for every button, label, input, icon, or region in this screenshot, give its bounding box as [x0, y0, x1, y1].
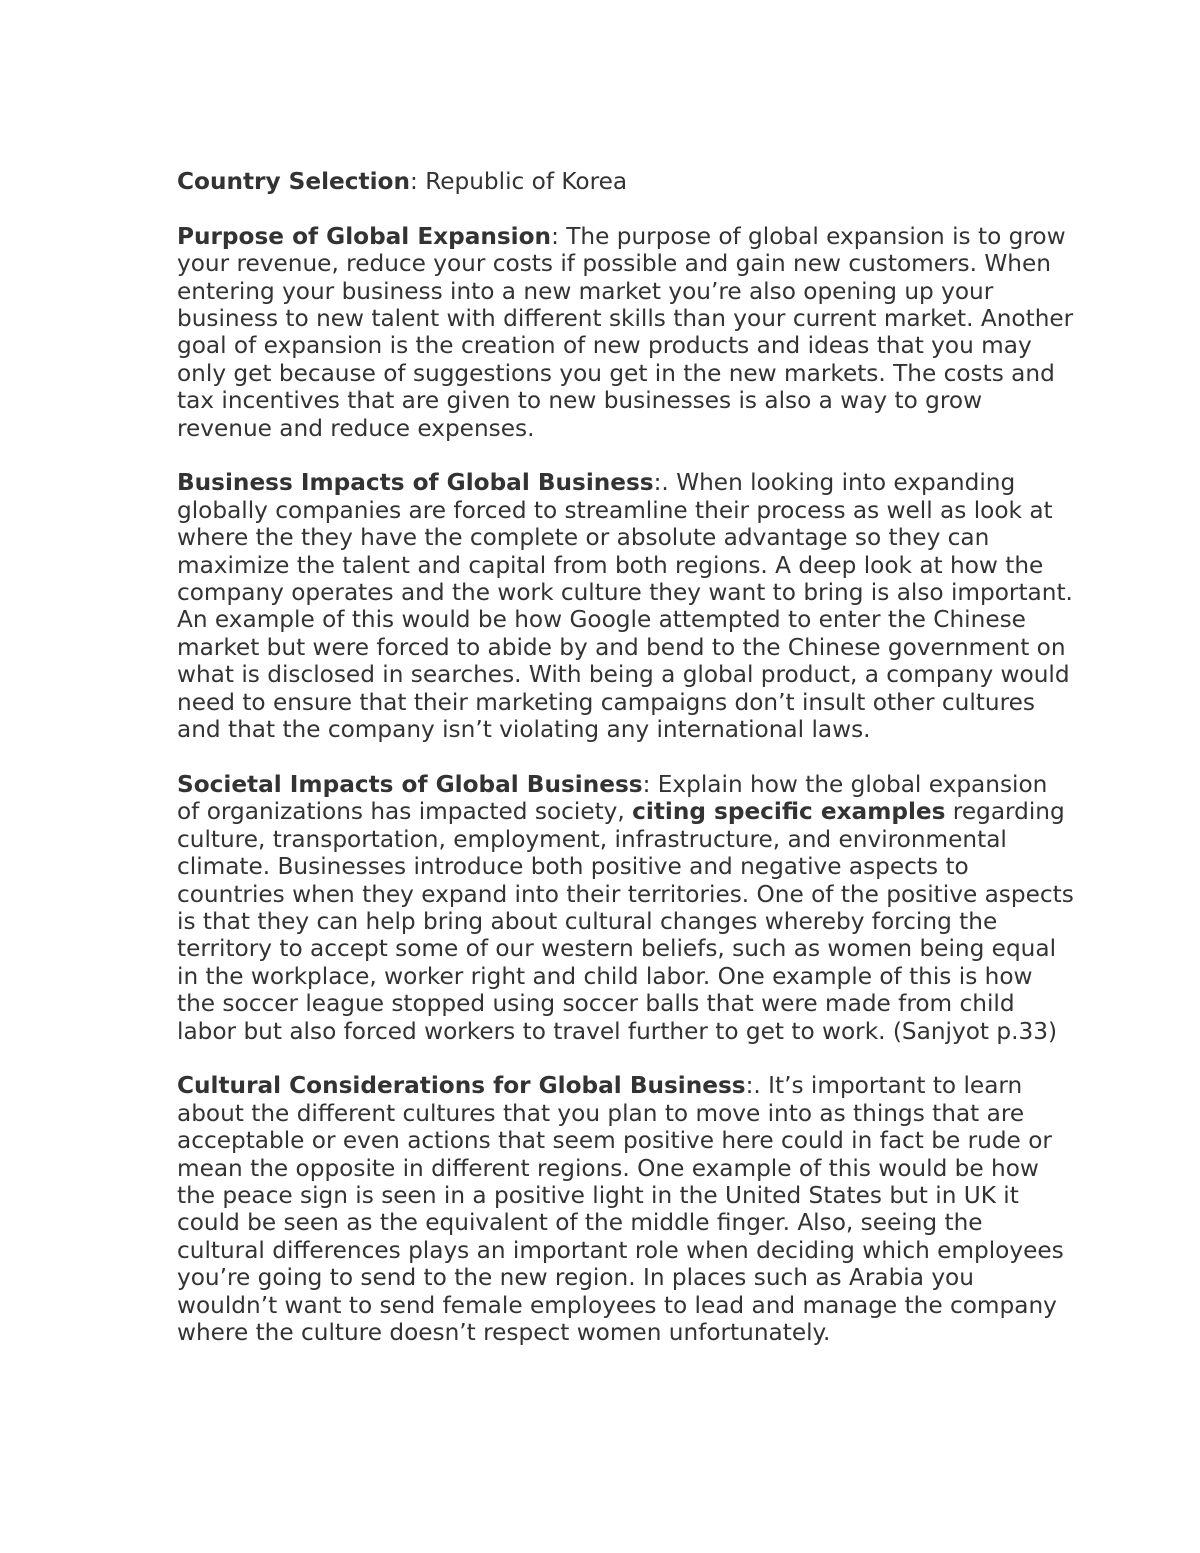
country-selection-paragraph	[177, 168, 1077, 195]
purpose-paragraph	[177, 223, 1077, 442]
societal-impacts-separator: :	[642, 770, 658, 798]
cultural-considerations-heading: Cultural Considerations for Global Business	[177, 1072, 746, 1100]
societal-impacts-heading: Societal Impacts of Global Business	[177, 770, 643, 798]
country-selection-value: Republic of Korea	[425, 168, 628, 195]
societal-impacts-emphasis: citing specific examples	[632, 798, 946, 826]
purpose-heading: Purpose of Global Expansion	[177, 222, 552, 250]
societal-impacts-paragraph	[177, 771, 1077, 1045]
cultural-considerations-separator: :.	[745, 1072, 769, 1100]
business-impacts-heading: Business Impacts of Global Business	[177, 469, 654, 497]
document-page	[177, 168, 1077, 1374]
cultural-considerations-body: It’s important to learn about the different cultures that you plan to move into as things that are acceptable or even actions that seem positive here could in fact be rude or mean the opposite in different regions. One example of this would be how the peace sign is seen in a positive light in the United States but in UK it could be seen as the equivalent of the middle finger. Also, seeing the cultural differences plays an important role when deciding which employees you’re going to send to the new region. In places such as Arabia you wouldn’t want to send female employees to lead and manage the company where the culture doesn’t respect women unfortunately.	[177, 1072, 1064, 1346]
country-selection-heading: Country Selection	[177, 168, 410, 195]
business-impacts-separator: :.	[653, 469, 677, 497]
societal-impacts-body-after: regarding culture, transportation, employment, infrastructure, and environmental climate. Businesses introduce both positive and negative aspects to countries when they expand into their territories. One of the positive aspects is that they can help bring about cultural changes whereby forcing the territory to accept some of our western beliefs, such as women being equal in the workplace, worker right and child labor. One example of this is how the soccer league stopped using soccer balls that were made from child labor but also forced workers to travel further to get to work. (Sanjyot p.33)	[177, 798, 1074, 1045]
country-selection-separator: :	[410, 168, 426, 195]
purpose-body: The purpose of global expansion is to grow your revenue, reduce your costs if possible and gain new customers. When entering your business into a new market you’re also opening up your business to new talent with different skills than your current market. Another goal of expansion is the creation of new products and ideas that you may only get because of suggestions you get in the new markets. The costs and tax incentives that are given to new businesses is also a way to grow revenue and reduce expenses.	[177, 222, 1074, 442]
business-impacts-paragraph	[177, 469, 1077, 743]
societal-impacts-body-before: Explain how the global expansion of organizations has impacted society,	[177, 770, 1048, 826]
purpose-separator: :	[551, 222, 567, 250]
cultural-considerations-paragraph	[177, 1072, 1077, 1346]
business-impacts-body: When looking into expanding globally companies are forced to streamline their process as well as look at where the they have the complete or absolute advantage so they can maximize the talent and capital from both regions. A deep look at how the company operates and the work culture they want to bring is also important. An example of this would be how Google attempted to enter the Chinese market but were forced to abide by and bend to the Chinese government on what is disclosed in searches. With being a global product, a company would need to ensure that their marketing campaigns don’t insult other cultures and that the company isn’t violating any international laws.	[177, 469, 1073, 744]
